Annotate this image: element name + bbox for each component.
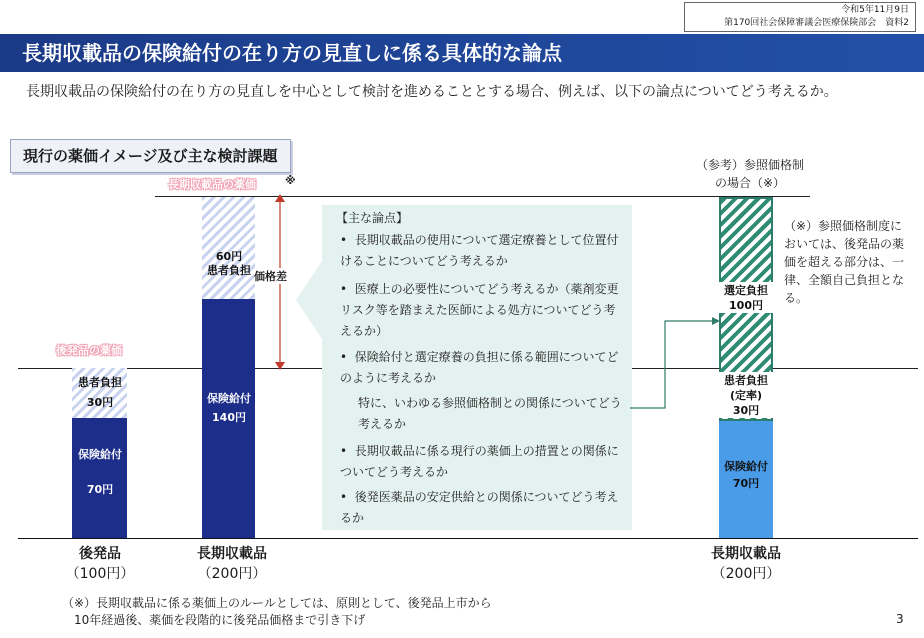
footnote-line1: （※）長期収載品に係る薬価上のルールとしては、原則として、後発品上市から xyxy=(62,596,492,610)
generic-insurance-value: 70円 xyxy=(86,483,114,496)
reference-selected-label: 選定負担 xyxy=(716,282,776,298)
reference-copay-rate: (定率) xyxy=(716,387,776,403)
issues-callout xyxy=(322,205,632,530)
baseline xyxy=(18,538,918,539)
longterm-insurance-label: 保険給付 xyxy=(207,392,251,405)
reference-heading-line1: （参考）参照価格制 xyxy=(695,158,804,172)
footnote-line2: 10年経過後、薬価を段階的に後発品価格まで引き下げ xyxy=(74,613,366,627)
issue-item xyxy=(340,487,622,529)
generic-copay-label: 患者負担 xyxy=(78,376,122,389)
issue-item xyxy=(340,230,622,272)
bullet-icon: • xyxy=(340,490,355,504)
reference-heading-line2: の場合（※） xyxy=(714,176,786,190)
issue-text: 医療上の必要性についてどう考えるか（薬剤変更リスク等を踏まえた医師による処方についてどう考えるか） xyxy=(340,282,619,338)
issue-text: 後発医薬品の安定供給との関係についてどう考えるか xyxy=(340,490,619,525)
issue-sub-note: 特に、いわゆる参照価格制との関係についてどう考えるか xyxy=(358,396,622,431)
intro-text: 長期収載品の保険給付の在り方の見直しを中心として検討を進めることとする場合、例えば、以下の論点についてどう考えるか。 xyxy=(26,84,838,100)
bullet-icon: • xyxy=(340,282,355,296)
reference-selected-value: 100円 xyxy=(716,297,776,313)
generic-price-label: 後発品の薬価 xyxy=(56,344,122,357)
reference-caption: 長期収載品 xyxy=(711,546,781,562)
generic-insurance-bar xyxy=(72,418,127,538)
issues-heading: 【主な論点】 xyxy=(336,211,409,225)
bullet-icon: • xyxy=(340,233,355,247)
issue-text: 長期収載品の使用について選定療養として位置付けることについてどう考えるか xyxy=(340,233,619,268)
issue-item xyxy=(340,347,622,389)
section-label: 現行の薬価イメージ及び主な検討課題 xyxy=(10,139,291,173)
longterm-copay-label: 患者負担 xyxy=(207,264,251,277)
page-title: 長期収載品の保険給付の在り方の見直しに係る具体的な論点 xyxy=(22,41,562,65)
generic-price: （100円） xyxy=(65,566,135,582)
longterm-caption: 長期収載品 xyxy=(197,546,267,562)
reference-insurance-value: 70円 xyxy=(732,477,760,490)
generic-caption: 後発品 xyxy=(79,546,121,562)
generic-insurance-label: 保険給付 xyxy=(78,448,122,461)
reference-heading xyxy=(665,156,835,192)
price-gap-label: 価格差 xyxy=(254,270,287,283)
longterm-price-mark: ※ xyxy=(285,174,296,187)
generic-copay-value: 30円 xyxy=(86,396,114,409)
issue-text: 保険給付と選定療養の負担に係る範囲についてどのように考えるか xyxy=(340,350,619,385)
meta-date: 令和5年11月9日 xyxy=(841,5,909,15)
meta-source: 第170回社会保障審議会医療保険部会 資料2 xyxy=(724,18,909,28)
bullet-icon: • xyxy=(340,350,355,364)
reference-connector xyxy=(630,315,722,415)
issue-item xyxy=(340,279,622,342)
longterm-insurance-value: 140円 xyxy=(212,411,246,424)
reference-copay-value: 30円 xyxy=(716,402,776,418)
longterm-price-label: 長期収載品の薬価 xyxy=(168,178,256,191)
reference-note: （※）参照価格制度においては、後発品の薬価を超える部分は、一律、全額自己負担となる。 xyxy=(784,219,905,305)
reference-insurance-label: 保険給付 xyxy=(724,460,768,473)
issue-text: 長期収載品に係る現行の薬価上の措置との関係についてどう考えるか xyxy=(340,444,619,479)
reference-price: （200円） xyxy=(711,566,781,582)
longterm-copay-value: 60円 xyxy=(215,250,243,263)
bullet-icon: • xyxy=(340,444,355,458)
reference-copay-label: 患者負担 xyxy=(716,372,776,388)
issue-item xyxy=(340,441,622,483)
document-meta xyxy=(684,2,916,32)
longterm-price: （200円） xyxy=(197,566,267,582)
page-number: 3 xyxy=(896,612,904,626)
